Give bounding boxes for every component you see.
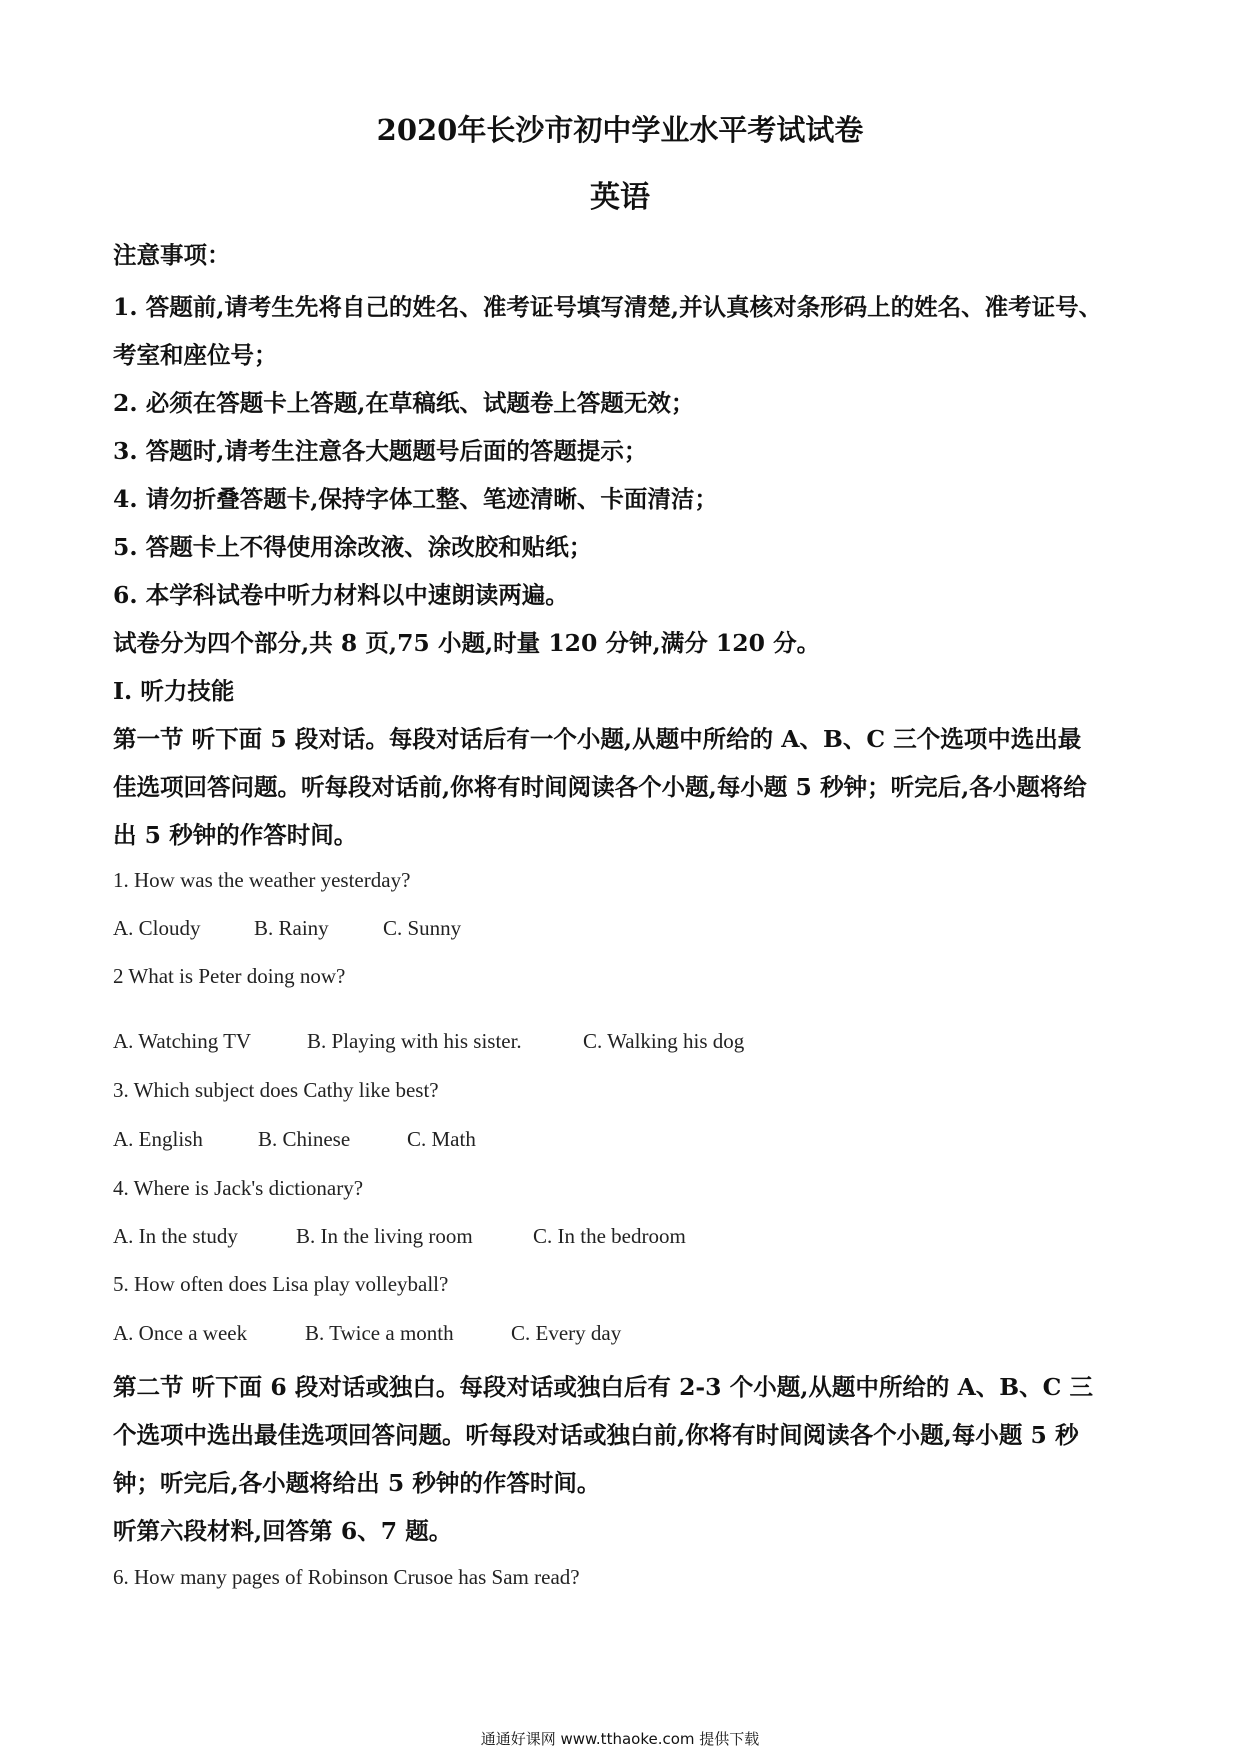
option-c: C. Walking his dog — [583, 1029, 745, 1053]
option-b: B. In the living room — [296, 1224, 473, 1248]
option-c: C. In the bedroom — [533, 1224, 686, 1248]
part2-instructions-line3: 钟；听完后,各小题将给出 5 秒钟的作答时间。 — [113, 1469, 601, 1497]
notice-heading: 注意事项： — [113, 241, 231, 269]
option-a: A. English — [113, 1127, 203, 1151]
option-b: B. Chinese — [258, 1127, 351, 1151]
notice-item-1: 1. 答题前,请考生先将自己的姓名、准考证号填写清楚,并认真核对条形码上的姓名、准考证号、 — [113, 293, 1103, 321]
exam-title: 2020年长沙市初中学业水平考试试卷 — [376, 113, 864, 147]
part1-instructions-line2: 佳选项回答问题。听每段对话前,你将有时间阅读各个小题,每小题 5 秒钟；听完后,各小题将给 — [113, 773, 1087, 801]
part2-instructions-line2: 个选项中选出最佳选项回答问题。听每段对话或独白前,你将有时间阅读各个小题,每小题 5 秒 — [113, 1421, 1079, 1449]
notice-item-4: 4. 请勿折叠答题卡,保持字体工整、笔迹清晰、卡面清洁； — [113, 485, 718, 513]
question-2: 2 What is Peter doing now? — [113, 964, 346, 988]
notice-item-1-cont: 考室和座位号； — [113, 341, 278, 369]
part1-instructions-line3: 出 5 秒钟的作答时间。 — [113, 821, 358, 849]
notice-item-2: 2. 必须在答题卡上答题,在草稿纸、试题卷上答题无效； — [113, 389, 695, 417]
option-b: B. Rainy — [254, 916, 329, 940]
option-b: B. Twice a month — [305, 1321, 454, 1345]
option-c: C. Math — [407, 1127, 476, 1151]
option-b: B. Playing with his sister. — [307, 1029, 522, 1053]
part2-instructions-line1: 第二节 听下面 6 段对话或独白。每段对话或独白后有 2-3 个小题,从题中所给的 A、B、C 三 — [113, 1373, 1094, 1401]
option-a: A. In the study — [113, 1224, 238, 1248]
exam-summary: 试卷分为四个部分,共 8 页,75 小题,时量 120 分钟,满分 120 分。 — [113, 629, 821, 657]
option-c: C. Every day — [511, 1321, 622, 1345]
question-6: 6. How many pages of Robinson Crusoe has Sam read? — [113, 1565, 580, 1589]
notice-item-5: 5. 答题卡上不得使用涂改液、涂改胶和贴纸； — [113, 533, 593, 561]
section-heading-listening: I. 听力技能 — [113, 677, 235, 705]
question-5: 5. How often does Lisa play volleyball? — [113, 1272, 449, 1296]
question-3: 3. Which subject does Cathy like best? — [113, 1078, 439, 1102]
exam-subject: 英语 — [590, 180, 650, 215]
material-label: 听第六段材料,回答第 6、7 题。 — [113, 1517, 453, 1545]
option-c: C. Sunny — [383, 916, 462, 940]
option-a: A. Watching TV — [113, 1029, 252, 1053]
option-a: A. Once a week — [113, 1321, 248, 1345]
question-4: 4. Where is Jack's dictionary? — [113, 1176, 364, 1200]
question-1: 1. How was the weather yesterday? — [113, 868, 411, 892]
notice-item-3: 3. 答题时,请考生注意各大题题号后面的答题提示； — [113, 437, 648, 465]
footer-watermark: 通通好课网 www.tthaoke.com 提供下载 — [480, 1730, 760, 1748]
notice-item-6: 6. 本学科试卷中听力材料以中速朗读两遍。 — [113, 581, 569, 609]
option-a: A. Cloudy — [113, 916, 201, 940]
part1-instructions-line1: 第一节 听下面 5 段对话。每段对话后有一个小题,从题中所给的 A、B、C 三个选项中选出最 — [113, 725, 1082, 753]
